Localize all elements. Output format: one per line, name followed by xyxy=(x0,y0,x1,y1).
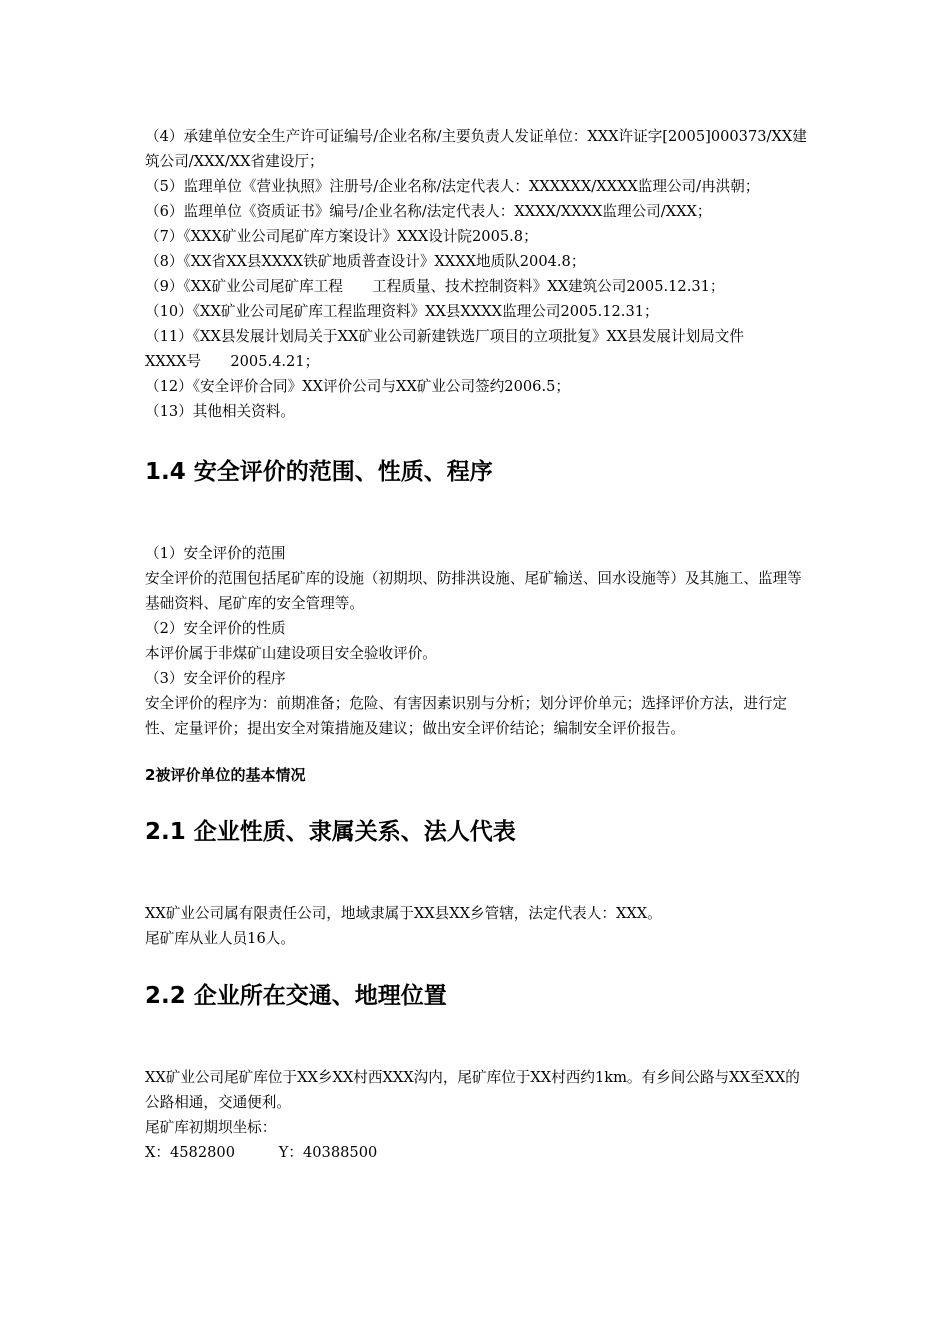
document-page xyxy=(145,124,809,1165)
paragraph: XX矿业公司属有限责任公司，地域隶属于XX县XX乡管辖，法定代表人：XXX。 xyxy=(145,905,662,922)
paragraph: 安全评价的程序为：前期准备；危险、有害因素识别与分析；划分评价单元；选择评价方法，进行定性、定量评价；提出安全对策措施及建议；做出安全评价结论；编制安全评价报告。 xyxy=(145,695,788,737)
reference-item: （4）承建单位安全生产许可证编号/企业名称/主要负责人发证单位：XXX许证字[2005]000373/XX建筑公司/XXX/XX省建设厅； xyxy=(145,128,807,170)
section-2-1-heading: 2.1 企业性质、隶属关系、法人代表 xyxy=(145,819,516,845)
section-1-4-body xyxy=(145,541,809,741)
section-2-1-body xyxy=(145,901,809,951)
paragraph: 尾矿库初期坝坐标： xyxy=(145,1119,277,1136)
paragraph: （2）安全评价的性质 xyxy=(145,620,286,637)
reference-item: （6）监理单位《资质证书》编号/企业名称/法定代表人：XXXX/XXXX监理公司/XXX； xyxy=(145,203,712,220)
paragraph: 安全评价的范围包括尾矿库的设施（初期坝、防排洪设施、尾矿输送、回水设施等）及其施工、监理等基础资料、尾矿库的安全管理等。 xyxy=(145,570,802,612)
paragraph: （3）安全评价的程序 xyxy=(145,670,286,687)
reference-list xyxy=(145,124,809,424)
reference-item: （9）《XX矿业公司尾矿库工程 工程质量、技术控制资料》XX建筑公司2005.12.31； xyxy=(145,278,725,295)
reference-item: （13）其他相关资料。 xyxy=(145,403,295,420)
paragraph: （1）安全评价的范围 xyxy=(145,545,286,562)
section-2-2-body xyxy=(145,1065,809,1165)
section-1-4-heading: 1.4 安全评价的范围、性质、程序 xyxy=(145,459,493,485)
chapter-2-heading: 2被评价单位的基本情况 xyxy=(145,766,306,784)
reference-item: （11）《XX县发展计划局关于XX矿业公司新建铁选厂项目的立项批复》XX县发展计划局文件 XXXX号 2005.4.21； xyxy=(145,328,774,370)
paragraph: 本评价属于非煤矿山建设项目安全验收评价。 xyxy=(145,645,437,662)
reference-item: （10）《XX矿业公司尾矿库工程监理资料》XX县XXXX监理公司2005.12.31； xyxy=(145,303,659,320)
reference-item: （5）监理单位《营业执照》注册号/企业名称/法定代表人：XXXXXX/XXXX监理公司/冉洪朝； xyxy=(145,178,760,195)
paragraph: XX矿业公司尾矿库位于XX乡XX村西XXX沟内，尾矿库位于XX村西约1km。有乡间公路与XX至XX的公路相通，交通便利。 xyxy=(145,1069,800,1111)
reference-item: （12）《安全评价合同》XX评价公司与XX矿业公司签约2006.5； xyxy=(145,378,570,395)
reference-item: （8）《XX省XX县XXXX铁矿地质普查设计》XXXX地质队2004.8； xyxy=(145,253,586,270)
section-2-2-heading: 2.2 企业所在交通、地理位置 xyxy=(145,983,447,1009)
reference-item: （7）《XXX矿业公司尾矿库方案设计》XXX设计院2005.8； xyxy=(145,228,538,245)
paragraph: 尾矿库从业人员16人。 xyxy=(145,930,295,947)
coordinates: X：4582800 Y：40388500 xyxy=(145,1144,378,1161)
